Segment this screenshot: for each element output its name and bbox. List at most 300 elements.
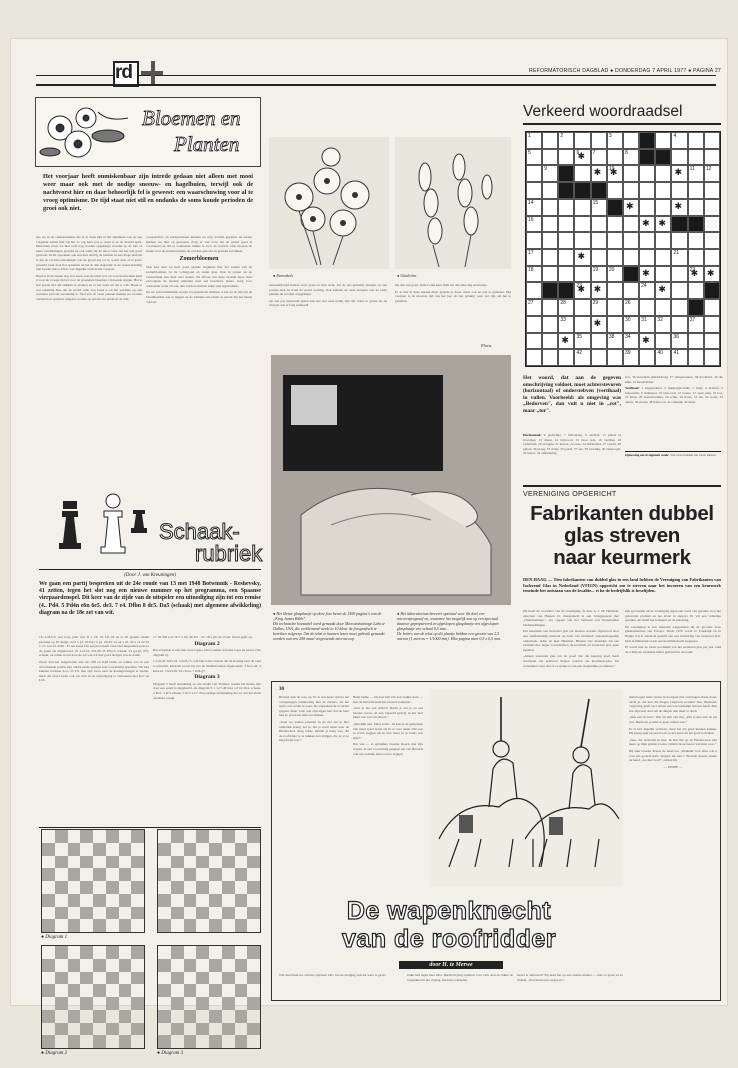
- crossword-cell[interactable]: [623, 316, 639, 333]
- crossword-cell[interactable]: [688, 282, 704, 299]
- crossword-cell[interactable]: [591, 316, 607, 333]
- crossword-cell[interactable]: [591, 199, 607, 216]
- crossword-cell[interactable]: [671, 333, 687, 350]
- crossword-cell[interactable]: [526, 282, 542, 299]
- board-square: [42, 907, 55, 920]
- schaak-author: (Door J. van Kreuningen): [124, 573, 176, 578]
- board-square: [42, 959, 55, 972]
- board-square: [235, 894, 248, 907]
- board-square: [55, 984, 68, 997]
- crossword-cell[interactable]: [607, 299, 623, 316]
- crossword-cell[interactable]: [671, 182, 687, 199]
- crossword-cell[interactable]: [558, 299, 574, 316]
- crossword-number: 4: [673, 133, 677, 139]
- board-square: [235, 972, 248, 985]
- crossword-cell[interactable]: [574, 266, 590, 283]
- board-square: [80, 894, 93, 907]
- crossword-cell[interactable]: [607, 282, 623, 299]
- board-square: [93, 1035, 106, 1048]
- crossword-cell[interactable]: [704, 316, 720, 333]
- microfilm-caption-right-2: De letters van de tekst op dit plaatje hebben een grootte van 2,5 micron (1 micron = 1/1000 mm). Elke pagina meet 0,5 x 0,5 mm.: [397, 631, 501, 641]
- crossword-cell[interactable]: [526, 165, 542, 182]
- crossword-cell[interactable]: [607, 316, 623, 333]
- crossword-cell[interactable]: [607, 249, 623, 266]
- board-square: [158, 919, 171, 932]
- wapenknecht-title-1: De wapenknecht: [346, 897, 552, 925]
- crossword-cell[interactable]: [591, 249, 607, 266]
- crossword-cell[interactable]: [574, 132, 590, 149]
- crossword-cell[interactable]: [574, 316, 590, 333]
- board-square: [55, 868, 68, 881]
- board-square: [80, 984, 93, 997]
- crossword-cell[interactable]: [688, 149, 704, 166]
- crossword-cell[interactable]: [542, 149, 558, 166]
- board-square: [68, 1035, 81, 1048]
- schaak-rule: [39, 569, 261, 570]
- crossword-cell[interactable]: [655, 232, 671, 249]
- crossword-cell[interactable]: [688, 333, 704, 350]
- bloemen-lead: Het voorjaar heeft onmiskenbaar zijn intrede gedaan niet alleen met mooi weer maar ook met de nodige sneeuw- en hagelbuien, terwijl ook de nachtvorst hier en daar behoorlijk fel is geweest: een waarschuwing voor al te vroeg optimisme. De tijd staat niet stil en ondanks de soms koude perioden de groei ook niet.: [43, 173, 253, 212]
- crossword-cell[interactable]: [671, 316, 687, 333]
- crossword-number: 20: [608, 266, 615, 273]
- board-square: [247, 946, 260, 959]
- crossword-cell[interactable]: [704, 132, 720, 149]
- crossword-cell[interactable]: [655, 199, 671, 216]
- crossword-number: 23: [576, 283, 583, 290]
- board-square: [42, 972, 55, 985]
- board-square: [209, 972, 222, 985]
- crossword-cell[interactable]: [591, 132, 607, 149]
- crossword-number: 12: [705, 166, 712, 173]
- board-square: [106, 868, 119, 881]
- board-square: [93, 830, 106, 843]
- crossword-cell[interactable]: [542, 316, 558, 333]
- board-square: [68, 843, 81, 856]
- glas-headline: [523, 503, 721, 569]
- board-square: [222, 919, 235, 932]
- oplossing-label: Oplossing eerstvolgende week:: [625, 453, 670, 457]
- crossword-cell[interactable]: [623, 216, 639, 233]
- board-square: [68, 856, 81, 869]
- crossword-cell[interactable]: [655, 216, 671, 233]
- schaak-title-1: Schaak-: [159, 519, 240, 544]
- crossword-cell[interactable]: [558, 232, 574, 249]
- crossword-cell[interactable]: [526, 132, 542, 149]
- crossword-cell[interactable]: [623, 349, 639, 366]
- crossword-cell[interactable]: [688, 165, 704, 182]
- board-square: [171, 1023, 184, 1036]
- crossword-cell[interactable]: [526, 182, 542, 199]
- crossword-cell[interactable]: [542, 266, 558, 283]
- crossword-number: 9: [544, 166, 547, 173]
- board-square: [119, 868, 132, 881]
- crossword-cell[interactable]: [526, 216, 542, 233]
- crossword-cell[interactable]: [688, 199, 704, 216]
- board-square: [55, 997, 68, 1010]
- board-square: [106, 972, 119, 985]
- crossword-cell[interactable]: [704, 199, 720, 216]
- board-square: [222, 843, 235, 856]
- crossword-number: 14: [528, 199, 534, 206]
- board-square: [184, 1023, 197, 1036]
- crossword-cell: [623, 266, 639, 283]
- crossword-grid[interactable]: [525, 131, 721, 367]
- microfilm-caption-left-2: Dit technische hoestukel werd gemaakt door Microminiatrage Labs te Dallas, USA, die verkleinend werkt in 10 kleur de fotografisch te bereiken volgreep. Om de tekst te kunnen lezen moet gebruik gemaakt worden van een 200-maal vergrotende microscoop.: [273, 621, 385, 641]
- crossword-cell[interactable]: [542, 165, 558, 182]
- board-square: [55, 959, 68, 972]
- crossword-cell[interactable]: [591, 282, 607, 299]
- crossword-cell[interactable]: [591, 299, 607, 316]
- crossword-cell[interactable]: [704, 299, 720, 316]
- crossword-cell[interactable]: [623, 199, 639, 216]
- board-square: [119, 881, 132, 894]
- crossword-cell[interactable]: [623, 182, 639, 199]
- crossword-cell[interactable]: [607, 216, 623, 233]
- crossword-cell[interactable]: [607, 266, 623, 283]
- board-square: [80, 830, 93, 843]
- board-square: [222, 881, 235, 894]
- crossword-cell[interactable]: [639, 349, 655, 366]
- crossword-cell[interactable]: [688, 249, 704, 266]
- board-square: [196, 919, 209, 932]
- crossword-cell: [639, 149, 655, 166]
- board-square: [196, 1035, 209, 1048]
- crossword-number: 8: [624, 149, 628, 156]
- board-square: [247, 972, 260, 985]
- crossword-cell[interactable]: [639, 182, 655, 199]
- board-square: [222, 1010, 235, 1023]
- crossword-cell[interactable]: [542, 182, 558, 199]
- board-square: [131, 959, 144, 972]
- board-square: [235, 1010, 248, 1023]
- board-square: [93, 959, 106, 972]
- crossword-cell[interactable]: [623, 299, 639, 316]
- board-square: [42, 881, 55, 894]
- crossword-cell[interactable]: [671, 282, 687, 299]
- crossword-cell[interactable]: [639, 266, 655, 283]
- crossword-cell[interactable]: [655, 132, 671, 149]
- crossword-cell[interactable]: [639, 249, 655, 266]
- crossword-cell: [558, 182, 574, 199]
- crossword-cell: [607, 199, 623, 216]
- horizontaal-label: Horizontaal:: [523, 433, 542, 437]
- gladiolen-photo: [395, 137, 511, 269]
- crossword-cell[interactable]: [591, 266, 607, 283]
- glas-kicker: VERENIGING OPGERICHT: [523, 491, 617, 498]
- crossword-cell[interactable]: [574, 216, 590, 233]
- crossword-cell[interactable]: [688, 232, 704, 249]
- board-square: [184, 907, 197, 920]
- crossword-cell[interactable]: [607, 333, 623, 350]
- crossword-cell[interactable]: [542, 249, 558, 266]
- crossword-cell[interactable]: [623, 282, 639, 299]
- crossword-cell[interactable]: [542, 199, 558, 216]
- crossword-cell[interactable]: [688, 349, 704, 366]
- board-square: [55, 894, 68, 907]
- crossword-cell[interactable]: [639, 333, 655, 350]
- board-square: [106, 856, 119, 869]
- board-square: [209, 959, 222, 972]
- crossword-cell[interactable]: [639, 232, 655, 249]
- crossword-cell[interactable]: [671, 149, 687, 166]
- board-square: [209, 997, 222, 1010]
- crossword-cell[interactable]: [526, 316, 542, 333]
- board-square: [247, 894, 260, 907]
- board-square: [247, 881, 260, 894]
- wapenknecht-title-box: [277, 897, 621, 961]
- board-square: [80, 907, 93, 920]
- crossword-cell[interactable]: [655, 165, 671, 182]
- crossword-cell[interactable]: [574, 165, 590, 182]
- crossword-cell[interactable]: [655, 316, 671, 333]
- board-square: [171, 907, 184, 920]
- crossword-number: 11: [689, 166, 695, 173]
- board-square: [68, 907, 81, 920]
- crossword-cell[interactable]: [558, 333, 574, 350]
- crossword-cell[interactable]: [558, 316, 574, 333]
- crossword-cell[interactable]: [526, 266, 542, 283]
- board-square: [247, 856, 260, 869]
- crossword-cell[interactable]: [704, 333, 720, 350]
- board-square: [131, 972, 144, 985]
- board-square: [131, 1023, 144, 1036]
- board-square: [131, 1035, 144, 1048]
- crossword-cell[interactable]: [574, 199, 590, 216]
- board-square: [42, 843, 55, 856]
- crossword-cell[interactable]: [704, 349, 720, 366]
- board-square: [158, 894, 171, 907]
- crossword-cell[interactable]: [607, 182, 623, 199]
- crossword-cell[interactable]: [542, 132, 558, 149]
- crossword-cell[interactable]: [655, 299, 671, 316]
- glas-top-rule: [523, 485, 721, 487]
- board-square: [55, 972, 68, 985]
- hand-with-glass-icon: [271, 355, 511, 605]
- ranonkels-photo: [269, 137, 389, 269]
- board-square: [184, 843, 197, 856]
- crossword-number: 19: [592, 266, 599, 273]
- crossword-cell[interactable]: [526, 349, 542, 366]
- chess-diagram-3: [157, 829, 261, 933]
- board-square: [196, 894, 209, 907]
- bloemen-title-2: Planten: [174, 132, 240, 156]
- crossword-number: 3: [608, 133, 612, 139]
- crossword-cell[interactable]: [671, 266, 687, 283]
- board-square: [80, 881, 93, 894]
- wapenknecht-end: — EINDE —: [663, 764, 683, 769]
- schaak-col-1: 18...Lc8-b3? een fout, juist was D x f3! 19 Lf1-d3 na is dit gedekt omdat paardzet op h5 dreigt...Lb3 x g2. 20 Kg1 x g2. 20-d3: 21 e4 x d3. d3 x c4 22 d3 x c4. wat 23...Pd6 - Er ten koste van een pion heeft zwart het uitgesleten punt in de gaten als uitgeleverd. 22 Le3-f4, Tc8-d8 23 Pf3-e5 schaak. 24 g4-g5, Pf5, schaak, tot remis wordt door de zet van wit met goed dreigen van de dame. Zwart had het aangeboden met 24...Tf8 en Kg8 beide en remise zou in een afwachtende positie zijn omdat beide partijen zeer voorzichtig speelden. Wit had kunnen trachten door 25 Tf1 met zijn toren naar de koningsvleugel te spelen, maar dat stond zwart ook toe zich in de verdediging te verbeteren met Ka7 en Lb6.: [39, 635, 149, 683]
- crossword-number: 42: [576, 350, 583, 357]
- crossword-cell[interactable]: [623, 132, 639, 149]
- crossword-cell[interactable]: [688, 316, 704, 333]
- crossword-cell[interactable]: [558, 199, 574, 216]
- microfilm-caption-left: [273, 611, 387, 673]
- crossword-cell[interactable]: [623, 165, 639, 182]
- crossword-cell[interactable]: [558, 216, 574, 233]
- crossword-cell[interactable]: [574, 282, 590, 299]
- crossword-cell[interactable]: [526, 249, 542, 266]
- crossword-cell[interactable]: [526, 149, 542, 166]
- crossword-cell[interactable]: [591, 216, 607, 233]
- board-square: [80, 997, 93, 1010]
- crossword-cell[interactable]: [704, 149, 720, 166]
- crossword-cell[interactable]: [574, 349, 590, 366]
- board-square: [68, 881, 81, 894]
- microfilm-caption-right-1: ● Het laboratorium beweert speciaal voor dit doel een microreprograaf en, waarmee het mogelijk zou op een speciaal daartoe geprepareerd en afgeslopen glasplaatje een afgeslopen glasplaatje een schaal 0,5 mm...: [397, 611, 499, 631]
- crossword-cell[interactable]: [591, 149, 607, 166]
- crossword-cell[interactable]: [607, 149, 623, 166]
- crossword-cell[interactable]: [704, 249, 720, 266]
- board-square: [247, 984, 260, 997]
- crossword-cell[interactable]: [688, 182, 704, 199]
- diagram-2-label: ● Diagram 2: [41, 1051, 68, 1056]
- crossword-cell[interactable]: [607, 349, 623, 366]
- crossword-cell[interactable]: [671, 165, 687, 182]
- crossword-cell[interactable]: [671, 132, 687, 149]
- board-square: [171, 868, 184, 881]
- crossword-cell[interactable]: [704, 165, 720, 182]
- crossword-cell[interactable]: [558, 349, 574, 366]
- crossword-cell[interactable]: [671, 349, 687, 366]
- crossword-cell[interactable]: [558, 132, 574, 149]
- crossword-cell[interactable]: [639, 199, 655, 216]
- crossword-cell[interactable]: [639, 299, 655, 316]
- diagram3-heading: Diagram 3: [194, 674, 220, 681]
- crossword-cell[interactable]: [655, 282, 671, 299]
- board-square: [68, 830, 81, 843]
- bloemen-signature: Flora.: [481, 343, 493, 348]
- board-square: [119, 984, 132, 997]
- glas-title-1: Fabrikanten dubbel: [530, 502, 714, 525]
- puzzel-horizontaal: Horizontaal: 9 gedachtje, 7 ballonring, 9 aardbol, 11 plaats in Overijsel, 13 draak, 14 bijwoord, 15 ruwe wol, 16 verdriet, 18 vaderland, 20 vreugde, 21 karton, 22 eens, 24 liefdeslied, 27 vrucht, 28 gebod, 30 ploeg, 33 rivier, 35 paard, 37 zee, 39 vaartuig, 40 zangvogel, 41 insect, 42 ontkenning.: [523, 433, 621, 456]
- board-square: [119, 830, 132, 843]
- wapenknecht-bottom-3: mond te antwoord? Bij deed het op een andere manier — niet zo graaf en zo bruusk. „Een mens kan vergeven.\": [517, 973, 623, 982]
- board-square: [209, 946, 222, 959]
- crossword-cell[interactable]: [655, 182, 671, 199]
- board-square: [119, 856, 132, 869]
- board-square: [119, 959, 132, 972]
- bloemen-col-2: voorjaarsbol- en knolgewassen kunnen nu weg worden gepland. Al eerder hebben we hier op gewezen. Zorg er wel voor dat de grond goed is voorbereid en dat er voldoende ruimte is voor de wortels. Ook moeten de zaden voor de zomerbloemen nu worden gekocht en gezaaid in bakken. Zomerbloemen Ook kan men nu heel goed gaande beginnen met het zaaien van de zomerbloemen. In de vollegrond en onder glas. Ook in potten op de vensterbank kan men veel zaaien. Na afloop van deze zaaitijd moet men vervolgens de planten uitzetten naar een beschutte plaats. Zorg voor voldoende water en zon, dan zal het resultaat zeker niet tegenvallen. Na we een betrekkelijk vroege voorjaarsbeurt hebben, is het nu de tijd om de bloembedden aan te leggen en de plantjes een plaats te geven die het meest voldoet.: [146, 235, 252, 304]
- crossword-cell[interactable]: [574, 149, 590, 166]
- crossword-cell[interactable]: [607, 165, 623, 182]
- board-square: [196, 868, 209, 881]
- crossword-cell[interactable]: [639, 216, 655, 233]
- board-square: [184, 881, 197, 894]
- crossword-cell[interactable]: [526, 299, 542, 316]
- crossword-cell[interactable]: [542, 349, 558, 366]
- crossword-cell: [574, 182, 590, 199]
- board-square: [222, 856, 235, 869]
- wapenknecht-byline: door H. te Merwe: [399, 961, 503, 969]
- vertikaal-label: Vertikaal:: [625, 386, 640, 391]
- crossword-cell[interactable]: [623, 249, 639, 266]
- crossword-cell[interactable]: [655, 266, 671, 283]
- crossword-cell[interactable]: [688, 266, 704, 283]
- crossword-cell[interactable]: [655, 349, 671, 366]
- board-square: [106, 881, 119, 894]
- crossword-cell[interactable]: [639, 316, 655, 333]
- crossword-cell[interactable]: [542, 216, 558, 233]
- board-square: [106, 1010, 119, 1023]
- crossword-cell[interactable]: [607, 132, 623, 149]
- wapenknecht-title-2: van de roofridder: [341, 925, 557, 953]
- crossword-cell[interactable]: [639, 165, 655, 182]
- crossword-cell[interactable]: [591, 232, 607, 249]
- header-bottom-rule: [36, 84, 716, 86]
- crossword-cell[interactable]: [542, 333, 558, 350]
- crossword-cell[interactable]: [671, 199, 687, 216]
- crossword-cell[interactable]: [574, 249, 590, 266]
- crossword-cell[interactable]: [671, 249, 687, 266]
- board-square: [106, 919, 119, 932]
- board-square: [158, 856, 171, 869]
- board-square: [247, 843, 260, 856]
- board-square: [106, 843, 119, 856]
- board-square: [184, 959, 197, 972]
- board-square: [119, 907, 132, 920]
- crossword-cell[interactable]: [591, 165, 607, 182]
- crossword-cell[interactable]: [591, 333, 607, 350]
- crossword-cell[interactable]: [655, 333, 671, 350]
- board-square: [93, 881, 106, 894]
- crossword-cell[interactable]: [623, 232, 639, 249]
- bloemen-col-1: Als we in de verkeerstekens die er te doen zijn in het algemeen ook op een volgende zetten hier bij het zo erg heel wat te doen is in de maand april. Misschien moet we hier toch nog worden opgeknapt voordat op de mis of meer verzuimingen grondst en ook soms bij de mooi weer dat het wel goed gaan zal. In dit opzoeken ook een hart dan bij de bermen in een droge periode is die de vochtvoorzieningen van de grond erg tot is, wordt daar al te gauw gewerkt vaak door het opnemen en het in den slagvelde in de waterverdeling niet zonder risico. Dit is wel degelijk werk in het voorjaar. Heeft u in de tuinen nog wat staan, lees de tekst wel, en voor het kweken kunt u voor de vroege tijd en voor de groeiende bloemen voldoende zorgen. Het is een goede tijd om stekken te planten en er het werk uit dat u wilt. Houd er wel rekening mee dat de grond vaak nog koud is en het wachten op een warmere periode verstandig is. Veel van de vaste planten kunnen nu worden verdeeld en opnieuw uitgezet worden op een mooie plaats in de tuin.: [36, 235, 142, 301]
- crossword-cell[interactable]: [558, 149, 574, 166]
- crossword-cell[interactable]: [671, 299, 687, 316]
- crossword-cell[interactable]: [704, 232, 720, 249]
- board-square: [158, 843, 171, 856]
- crossword-cell[interactable]: [591, 349, 607, 366]
- crossword-cell[interactable]: [671, 232, 687, 249]
- puzzel-vertikaal: fect, 36 boterham (kinderitaal), 37 ozingstoesten, 38 mooiheid, 40 die knik, 42 kaaskrabbel. Vertikaal: 1 begeleidend, 2 bakkerijprodukt, 3 balje, 4 indiaan, 5 bouwsterk, 6 strijkspel, 10 bijwoord, 12 vrouw, 17 open plek, 19 bos, 23 kleur, 25 sneeuwruimer, 26 schip, 29 rivier, 31 tak, 32 water, 34 nieuw, 36 eiland, 38 lidwoord, 41 tamelijk, 42 kleur.: [625, 375, 723, 404]
- board-square: [184, 984, 197, 997]
- crossword-cell[interactable]: [704, 266, 720, 283]
- board-square: [222, 1023, 235, 1036]
- board-square: [68, 894, 81, 907]
- crossword-cell[interactable]: [704, 182, 720, 199]
- crossword-cell[interactable]: [655, 249, 671, 266]
- board-square: [222, 868, 235, 881]
- crossword-cell[interactable]: [558, 266, 574, 283]
- crossword-cell[interactable]: [542, 232, 558, 249]
- board-square: [106, 984, 119, 997]
- crossword-cell[interactable]: [704, 216, 720, 233]
- crossword-cell[interactable]: [526, 333, 542, 350]
- crossword-cell[interactable]: [607, 232, 623, 249]
- board-square: [80, 856, 93, 869]
- crossword-cell[interactable]: [558, 249, 574, 266]
- glas-col-1: Dit heeft de voorzitter van de vereniging, de heer A. J. M. Hartman, directeur van Hussen bv. meegedeeld in een vraaggesprek met „Onderneming\", het opgaan van het Verbond van Nederlandse Ondernemingen. Dat keurmerk aan isolerend glas zal moeten worden afgeleverd door een onafhankelijk instituut op basis van technisch wetenschappelijk onderzoek, aldus de heer Hartman. Binnen vier maanden zal een instituut met eigen voorschriften de kwaliteit en isolerend glas gaan bepalen. „Alleen isolerend glas dat de proef van die keuring goed heeft doorstaan zal geleverd mogen worden als keurmerk-glas. De consument weet dan of er sprake is van een deugdelijke produktie.\": [523, 609, 619, 668]
- crossword-cell: [688, 216, 704, 233]
- crossword-cell[interactable]: [526, 232, 542, 249]
- crossword-cell[interactable]: [623, 333, 639, 350]
- chess-top-divider: [39, 827, 261, 828]
- crossword-cell[interactable]: [542, 299, 558, 316]
- board-square: [68, 919, 81, 932]
- board-square: [68, 946, 81, 959]
- crossword-cell[interactable]: [574, 333, 590, 350]
- crossword-cell[interactable]: [639, 282, 655, 299]
- board-square: [235, 997, 248, 1010]
- crossword-cell[interactable]: [574, 232, 590, 249]
- crossword-cell[interactable]: [574, 299, 590, 316]
- crossword-cell[interactable]: [526, 199, 542, 216]
- crossword-cell[interactable]: [688, 132, 704, 149]
- board-square: [93, 907, 106, 920]
- board-square: [222, 972, 235, 985]
- board-square: [158, 1035, 171, 1048]
- crossword-cell[interactable]: [623, 149, 639, 166]
